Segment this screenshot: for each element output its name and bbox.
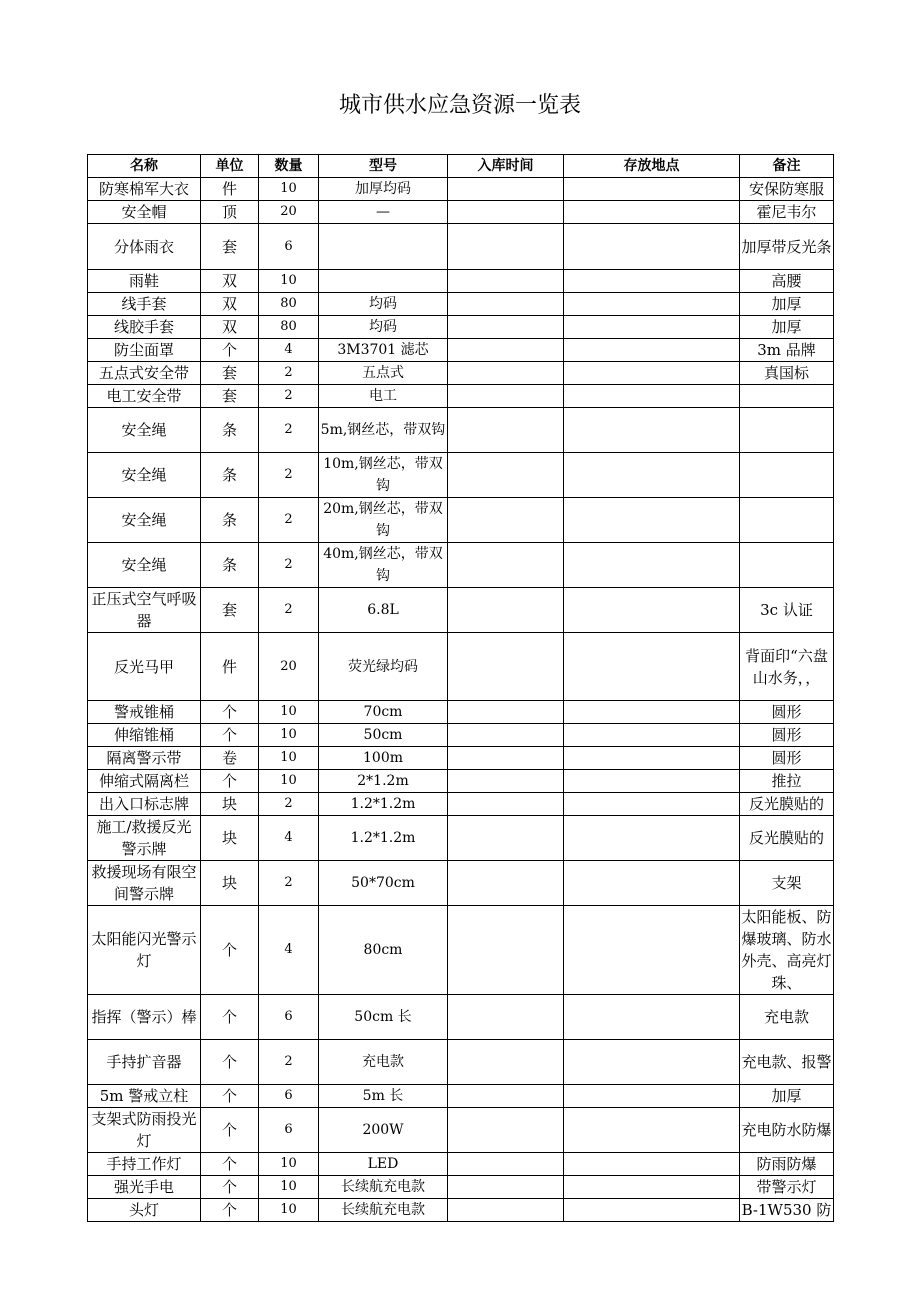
table-row xyxy=(88,1176,834,1199)
table-row xyxy=(88,385,834,408)
cell-stock-in-time xyxy=(448,793,564,816)
cell-name: 出入口标志牌 xyxy=(88,793,201,816)
cell-model: 50cm 长 xyxy=(319,995,448,1040)
cell-remarks xyxy=(740,498,834,543)
cell-storage-location xyxy=(564,316,740,339)
cell-name: 正压式空气呼吸器 xyxy=(88,588,201,633)
cell-storage-location xyxy=(564,224,740,270)
cell-model: 50cm xyxy=(319,724,448,747)
cell-stock-in-time xyxy=(448,906,564,995)
header-quantity: 数量 xyxy=(259,155,319,178)
cell-quantity: 10 xyxy=(259,701,319,724)
cell-storage-location xyxy=(564,1176,740,1199)
table-row xyxy=(88,1199,834,1222)
cell-name: 伸缩锥桶 xyxy=(88,724,201,747)
cell-name: 分体雨衣 xyxy=(88,224,201,270)
cell-unit: 个 xyxy=(201,1085,259,1108)
table-row xyxy=(88,408,834,453)
cell-model: 5m,钢丝芯，带双钩 xyxy=(319,408,448,453)
cell-storage-location xyxy=(564,906,740,995)
cell-model: 均码 xyxy=(319,316,448,339)
cell-remarks: 太阳能板、防爆玻璃、防水外壳、高亮灯珠、 xyxy=(740,906,834,995)
table-row xyxy=(88,861,834,906)
cell-model: 均码 xyxy=(319,293,448,316)
cell-model: 3M3701 滤芯 xyxy=(319,339,448,362)
cell-remarks: 加厚 xyxy=(740,293,834,316)
cell-name: 线手套 xyxy=(88,293,201,316)
cell-stock-in-time xyxy=(448,816,564,861)
cell-quantity: 2 xyxy=(259,588,319,633)
cell-unit: 个 xyxy=(201,724,259,747)
cell-quantity: 4 xyxy=(259,906,319,995)
cell-quantity: 4 xyxy=(259,816,319,861)
cell-model: 6.8L xyxy=(319,588,448,633)
cell-storage-location xyxy=(564,770,740,793)
cell-quantity: 10 xyxy=(259,770,319,793)
cell-unit: 双 xyxy=(201,293,259,316)
cell-model: 2*1.2m xyxy=(319,770,448,793)
cell-model: 1.2*1.2m xyxy=(319,793,448,816)
cell-remarks: 3m 品牌 xyxy=(740,339,834,362)
cell-stock-in-time xyxy=(448,747,564,770)
cell-unit: 个 xyxy=(201,1108,259,1153)
cell-unit: 套 xyxy=(201,224,259,270)
cell-quantity: 6 xyxy=(259,1085,319,1108)
cell-name: 反光马甲 xyxy=(88,633,201,701)
cell-remarks: 背面印“六盘山水务，， xyxy=(740,633,834,701)
cell-model: 80cm xyxy=(319,906,448,995)
table-row xyxy=(88,178,834,201)
cell-unit: 个 xyxy=(201,1199,259,1222)
cell-stock-in-time xyxy=(448,633,564,701)
cell-name: 安全绳 xyxy=(88,498,201,543)
cell-quantity: 2 xyxy=(259,498,319,543)
cell-storage-location xyxy=(564,362,740,385)
cell-stock-in-time xyxy=(448,362,564,385)
cell-name: 指挥（警示）棒 xyxy=(88,995,201,1040)
cell-storage-location xyxy=(564,385,740,408)
cell-quantity: 2 xyxy=(259,793,319,816)
header-name: 名称 xyxy=(88,155,201,178)
cell-quantity: 10 xyxy=(259,270,319,293)
cell-remarks: 3c 认证 xyxy=(740,588,834,633)
table-row xyxy=(88,224,834,270)
cell-model: 10m,钢丝芯，带双钩 xyxy=(319,453,448,498)
cell-remarks xyxy=(740,543,834,588)
cell-model: 充电款 xyxy=(319,1040,448,1085)
cell-name: 5m 警戒立柱 xyxy=(88,1085,201,1108)
cell-model: 五点式 xyxy=(319,362,448,385)
table-row xyxy=(88,995,834,1040)
cell-stock-in-time xyxy=(448,293,564,316)
cell-model: 电工 xyxy=(319,385,448,408)
cell-unit: 套 xyxy=(201,588,259,633)
table-row xyxy=(88,543,834,588)
table-row xyxy=(88,724,834,747)
cell-model xyxy=(319,270,448,293)
cell-model: 长续航充电款 xyxy=(319,1199,448,1222)
cell-storage-location xyxy=(564,293,740,316)
cell-stock-in-time xyxy=(448,270,564,293)
cell-name: 施工/救援反光警示牌 xyxy=(88,816,201,861)
cell-name: 安全绳 xyxy=(88,453,201,498)
cell-quantity: 10 xyxy=(259,1153,319,1176)
cell-stock-in-time xyxy=(448,498,564,543)
resource-table xyxy=(87,154,834,1222)
cell-name: 安全帽 xyxy=(88,201,201,224)
cell-remarks xyxy=(740,385,834,408)
cell-unit: 件 xyxy=(201,633,259,701)
table-row xyxy=(88,793,834,816)
cell-storage-location xyxy=(564,701,740,724)
cell-unit: 个 xyxy=(201,1153,259,1176)
cell-model xyxy=(319,224,448,270)
cell-model: LED xyxy=(319,1153,448,1176)
table-row xyxy=(88,293,834,316)
cell-name: 安全绳 xyxy=(88,543,201,588)
cell-model: 加厚均码 xyxy=(319,178,448,201)
cell-quantity: 6 xyxy=(259,995,319,1040)
cell-model: 5m 长 xyxy=(319,1085,448,1108)
table-row xyxy=(88,1108,834,1153)
table-row xyxy=(88,339,834,362)
cell-quantity: 6 xyxy=(259,1108,319,1153)
table-row xyxy=(88,1153,834,1176)
cell-remarks xyxy=(740,453,834,498)
cell-storage-location xyxy=(564,747,740,770)
cell-quantity: 10 xyxy=(259,1176,319,1199)
table-row xyxy=(88,701,834,724)
header-stock-in-time: 入库时间 xyxy=(448,155,564,178)
cell-storage-location xyxy=(564,1199,740,1222)
cell-name: 防尘面罩 xyxy=(88,339,201,362)
cell-stock-in-time xyxy=(448,201,564,224)
table-row xyxy=(88,816,834,861)
cell-remarks: 推拉 xyxy=(740,770,834,793)
cell-remarks: 圆形 xyxy=(740,701,834,724)
cell-quantity: 4 xyxy=(259,339,319,362)
cell-name: 电工安全带 xyxy=(88,385,201,408)
cell-remarks: 圆形 xyxy=(740,747,834,770)
cell-remarks: 霍尼韦尔 xyxy=(740,201,834,224)
cell-model: 1.2*1.2m xyxy=(319,816,448,861)
cell-storage-location xyxy=(564,793,740,816)
cell-unit: 双 xyxy=(201,316,259,339)
cell-unit: 套 xyxy=(201,362,259,385)
cell-quantity: 2 xyxy=(259,385,319,408)
cell-stock-in-time xyxy=(448,1153,564,1176)
cell-storage-location xyxy=(564,995,740,1040)
cell-stock-in-time xyxy=(448,178,564,201)
cell-name: 头灯 xyxy=(88,1199,201,1222)
cell-model: 100m xyxy=(319,747,448,770)
cell-unit: 个 xyxy=(201,906,259,995)
cell-name: 防寒棉军大衣 xyxy=(88,178,201,201)
cell-name: 伸缩式隔离栏 xyxy=(88,770,201,793)
cell-quantity: 2 xyxy=(259,408,319,453)
header-model: 型号 xyxy=(319,155,448,178)
cell-quantity: 2 xyxy=(259,1040,319,1085)
cell-quantity: 6 xyxy=(259,224,319,270)
cell-quantity: 10 xyxy=(259,724,319,747)
cell-storage-location xyxy=(564,543,740,588)
cell-storage-location xyxy=(564,408,740,453)
cell-quantity: 2 xyxy=(259,543,319,588)
cell-remarks: 充电防水防爆 xyxy=(740,1108,834,1153)
cell-stock-in-time xyxy=(448,1085,564,1108)
cell-remarks: 加厚带反光条 xyxy=(740,224,834,270)
cell-unit: 块 xyxy=(201,793,259,816)
cell-remarks: 反光膜贴的 xyxy=(740,793,834,816)
cell-model: — xyxy=(319,201,448,224)
cell-quantity: 80 xyxy=(259,316,319,339)
cell-storage-location xyxy=(564,1040,740,1085)
cell-unit: 个 xyxy=(201,1040,259,1085)
cell-model: 50*70cm xyxy=(319,861,448,906)
cell-remarks: 加厚 xyxy=(740,1085,834,1108)
cell-name: 强光手电 xyxy=(88,1176,201,1199)
table-row xyxy=(88,770,834,793)
cell-storage-location xyxy=(564,1085,740,1108)
cell-name: 救援现场有限空间警示牌 xyxy=(88,861,201,906)
cell-storage-location xyxy=(564,178,740,201)
cell-unit: 个 xyxy=(201,995,259,1040)
cell-name: 隔离警示带 xyxy=(88,747,201,770)
cell-quantity: 2 xyxy=(259,861,319,906)
cell-remarks: 圆形 xyxy=(740,724,834,747)
cell-name: 支架式防雨投光灯 xyxy=(88,1108,201,1153)
cell-stock-in-time xyxy=(448,316,564,339)
cell-remarks: 真国标 xyxy=(740,362,834,385)
cell-stock-in-time xyxy=(448,385,564,408)
cell-model: 40m,钢丝芯，带双钩 xyxy=(319,543,448,588)
cell-name: 手持工作灯 xyxy=(88,1153,201,1176)
cell-stock-in-time xyxy=(448,701,564,724)
cell-storage-location xyxy=(564,1108,740,1153)
cell-stock-in-time xyxy=(448,224,564,270)
cell-unit: 块 xyxy=(201,816,259,861)
cell-unit: 件 xyxy=(201,178,259,201)
cell-unit: 套 xyxy=(201,385,259,408)
cell-stock-in-time xyxy=(448,1176,564,1199)
table-header-row xyxy=(88,155,834,178)
cell-stock-in-time xyxy=(448,770,564,793)
cell-unit: 个 xyxy=(201,1176,259,1199)
cell-unit: 条 xyxy=(201,453,259,498)
table-row xyxy=(88,633,834,701)
cell-name: 手持扩音器 xyxy=(88,1040,201,1085)
cell-stock-in-time xyxy=(448,1108,564,1153)
cell-stock-in-time xyxy=(448,588,564,633)
cell-storage-location xyxy=(564,724,740,747)
cell-quantity: 20 xyxy=(259,633,319,701)
cell-quantity: 80 xyxy=(259,293,319,316)
cell-name: 雨鞋 xyxy=(88,270,201,293)
cell-model: 20m,钢丝芯，带双钩 xyxy=(319,498,448,543)
cell-unit: 个 xyxy=(201,770,259,793)
cell-stock-in-time xyxy=(448,543,564,588)
header-unit: 单位 xyxy=(201,155,259,178)
cell-storage-location xyxy=(564,201,740,224)
cell-quantity: 20 xyxy=(259,201,319,224)
cell-model: 长续航充电款 xyxy=(319,1176,448,1199)
cell-stock-in-time xyxy=(448,861,564,906)
cell-unit: 顶 xyxy=(201,201,259,224)
cell-storage-location xyxy=(564,1153,740,1176)
cell-unit: 条 xyxy=(201,408,259,453)
header-remarks: 备注 xyxy=(740,155,834,178)
table-row xyxy=(88,453,834,498)
table-row xyxy=(88,1085,834,1108)
cell-quantity: 10 xyxy=(259,178,319,201)
table-row xyxy=(88,1040,834,1085)
cell-stock-in-time xyxy=(448,724,564,747)
cell-stock-in-time xyxy=(448,1040,564,1085)
cell-stock-in-time xyxy=(448,453,564,498)
cell-unit: 个 xyxy=(201,339,259,362)
cell-quantity: 10 xyxy=(259,1199,319,1222)
cell-model: 70cm xyxy=(319,701,448,724)
table-row xyxy=(88,498,834,543)
cell-remarks: 防雨防爆 xyxy=(740,1153,834,1176)
cell-quantity: 2 xyxy=(259,362,319,385)
cell-stock-in-time xyxy=(448,995,564,1040)
cell-name: 警戒锥桶 xyxy=(88,701,201,724)
cell-model: 200W xyxy=(319,1108,448,1153)
cell-storage-location xyxy=(564,633,740,701)
cell-storage-location xyxy=(564,816,740,861)
cell-remarks: 安保防寒服 xyxy=(740,178,834,201)
cell-storage-location xyxy=(564,861,740,906)
cell-name: 太阳能闪光警示灯 xyxy=(88,906,201,995)
cell-storage-location xyxy=(564,339,740,362)
cell-model: 荧光绿均码 xyxy=(319,633,448,701)
cell-remarks: 高腰 xyxy=(740,270,834,293)
cell-remarks: 充电款、报警 xyxy=(740,1040,834,1085)
cell-name: 线胶手套 xyxy=(88,316,201,339)
cell-unit: 双 xyxy=(201,270,259,293)
cell-storage-location xyxy=(564,270,740,293)
cell-quantity: 2 xyxy=(259,453,319,498)
cell-stock-in-time xyxy=(448,408,564,453)
table-row xyxy=(88,316,834,339)
cell-storage-location xyxy=(564,453,740,498)
cell-unit: 卷 xyxy=(201,747,259,770)
table-row xyxy=(88,270,834,293)
cell-remarks: B-1W530 防 xyxy=(740,1199,834,1222)
cell-unit: 个 xyxy=(201,701,259,724)
cell-remarks: 支架 xyxy=(740,861,834,906)
page-title: 城市供水应急资源一览表 xyxy=(338,93,581,118)
cell-name: 安全绳 xyxy=(88,408,201,453)
table-row xyxy=(88,201,834,224)
cell-quantity: 10 xyxy=(259,747,319,770)
cell-remarks: 反光膜贴的 xyxy=(740,816,834,861)
table-row xyxy=(88,906,834,995)
cell-remarks: 带警示灯 xyxy=(740,1176,834,1199)
cell-storage-location xyxy=(564,588,740,633)
cell-remarks: 加厚 xyxy=(740,316,834,339)
cell-stock-in-time xyxy=(448,1199,564,1222)
table-row xyxy=(88,362,834,385)
cell-remarks xyxy=(740,408,834,453)
table-row xyxy=(88,588,834,633)
cell-unit: 条 xyxy=(201,498,259,543)
header-storage-location: 存放地点 xyxy=(564,155,740,178)
table-row xyxy=(88,747,834,770)
cell-remarks: 充电款 xyxy=(740,995,834,1040)
cell-unit: 块 xyxy=(201,861,259,906)
cell-unit: 条 xyxy=(201,543,259,588)
cell-name: 五点式安全带 xyxy=(88,362,201,385)
cell-stock-in-time xyxy=(448,339,564,362)
cell-storage-location xyxy=(564,498,740,543)
